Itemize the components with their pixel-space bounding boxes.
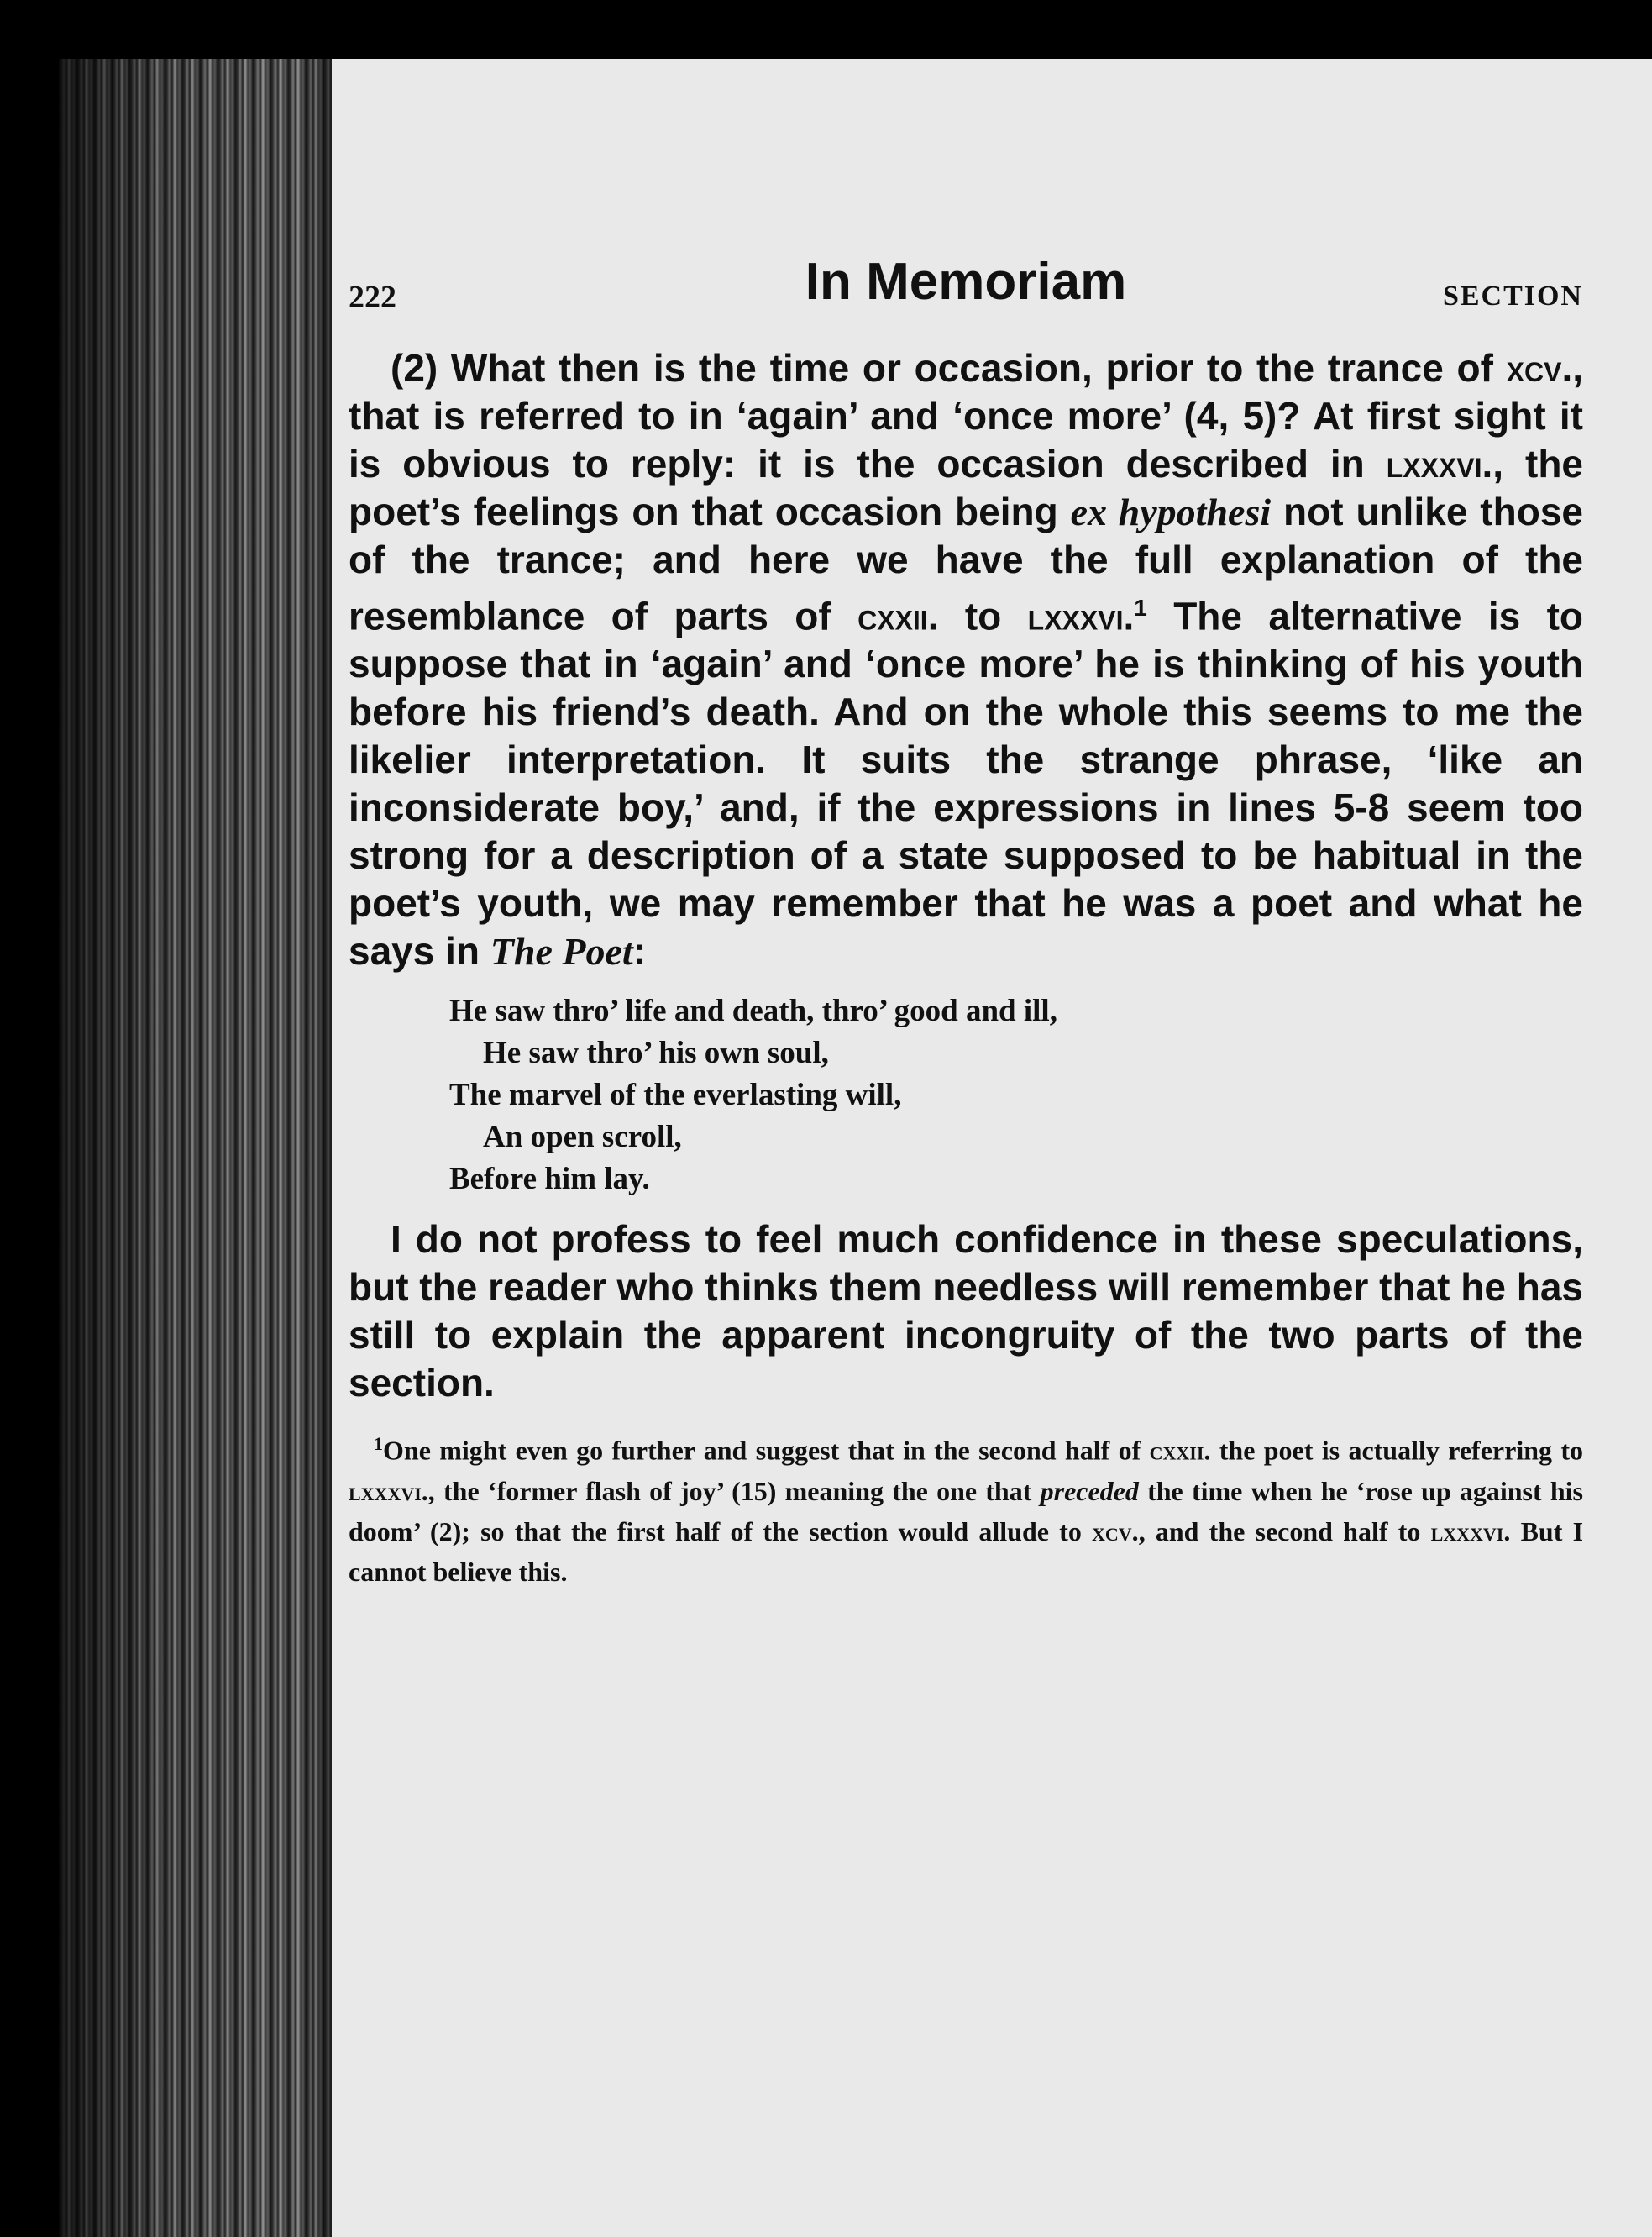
para1-text-3: , the poet’s feelings on that occasion being [349, 442, 1584, 533]
poem-line: An open scroll, [483, 1120, 682, 1155]
footnote-text-6: But I cannot believe this. [349, 1515, 1584, 1587]
work-title: The Poet [490, 930, 633, 974]
poem-line: He saw thro’ life and death, thro’ good and ill, [449, 994, 1057, 1029]
para1-text-4: not unlike those of the trance; and here we have the full explanation of the resemblance of parts of [349, 490, 1583, 638]
footnote-text-5: , and the second half to [1138, 1515, 1431, 1546]
poem-quote [449, 990, 1583, 1200]
para2-text: I do not profess to feel much confidence in these speculations, but the reader who thinks them needless will remember that he has still to explain the apparent incongruity of the two parts of the section. [349, 1217, 1583, 1405]
section-ref: cxxii. [857, 594, 939, 638]
section-ref: lxxxvi. [1386, 442, 1493, 486]
footnote-number: 1 [374, 1433, 383, 1455]
section-ref: cxxii. [1149, 1435, 1211, 1466]
poem-line: The marvel of the everlasting will, [449, 1078, 902, 1113]
footnote-text-2: the poet is actually referring to [1210, 1435, 1584, 1466]
footnote-text-3: , the ‘former flash of joy’ (15) meaning the one that [427, 1475, 1041, 1506]
para1-text-5: to [938, 594, 1028, 638]
paragraph-1 [349, 344, 1583, 975]
running-title: In Memoriam [805, 253, 1127, 311]
latin-phrase: ex hypothesi [1070, 491, 1272, 533]
section-ref: lxxxvi. [1027, 594, 1135, 638]
para1-text-1: (2) What then is the time or occasion, prior to the trance of [391, 346, 1507, 390]
para1-text-7: : [632, 929, 647, 974]
poem-line: He saw thro’ his own soul, [483, 1036, 829, 1071]
footnote-marker[interactable]: 1 [1134, 595, 1147, 621]
section-label: SECTION [1442, 281, 1583, 312]
section-ref: xcv. [1092, 1515, 1139, 1546]
book-edge-shadow [59, 59, 336, 2237]
section-ref: lxxxvi. [349, 1475, 428, 1506]
footnote-text-1: One might even go further and suggest that in the second half of [383, 1435, 1150, 1466]
running-head [349, 252, 1583, 344]
para1-text-2: , that is referred to in ‘again’ and ‘once more’ (4, 5)? At first sight it is obvious to reply: it is the occasion described in [349, 346, 1583, 486]
para1-text-6: The alternative is to suppose that in ‘again’ and ‘once more’ he is thinking of his youth before his friend’s death. And on the whole this seems to me the likelier interpretation. It suits the strange phrase, ‘like an inconsiderate boy,’ and, if the expressions in lines 5-8 seem too strong for a description of a state supposed to be habitual in the poet’s youth, we may remember that he was a poet and what he says in [349, 594, 1583, 974]
footnote [349, 1424, 1583, 1592]
section-ref: lxxxvi. [1430, 1515, 1511, 1546]
footnote-text-4: the time when he ‘rose up against his doom’ (2); so that the first half of the section would allude to [349, 1475, 1584, 1546]
emphasis: preceded [1040, 1475, 1139, 1506]
section-ref: xcv. [1506, 346, 1573, 390]
page-content [349, 252, 1583, 1619]
page-number: 222 [349, 280, 396, 315]
poem-line: Before him lay. [449, 1162, 650, 1197]
paragraph-2 [349, 1216, 1583, 1407]
